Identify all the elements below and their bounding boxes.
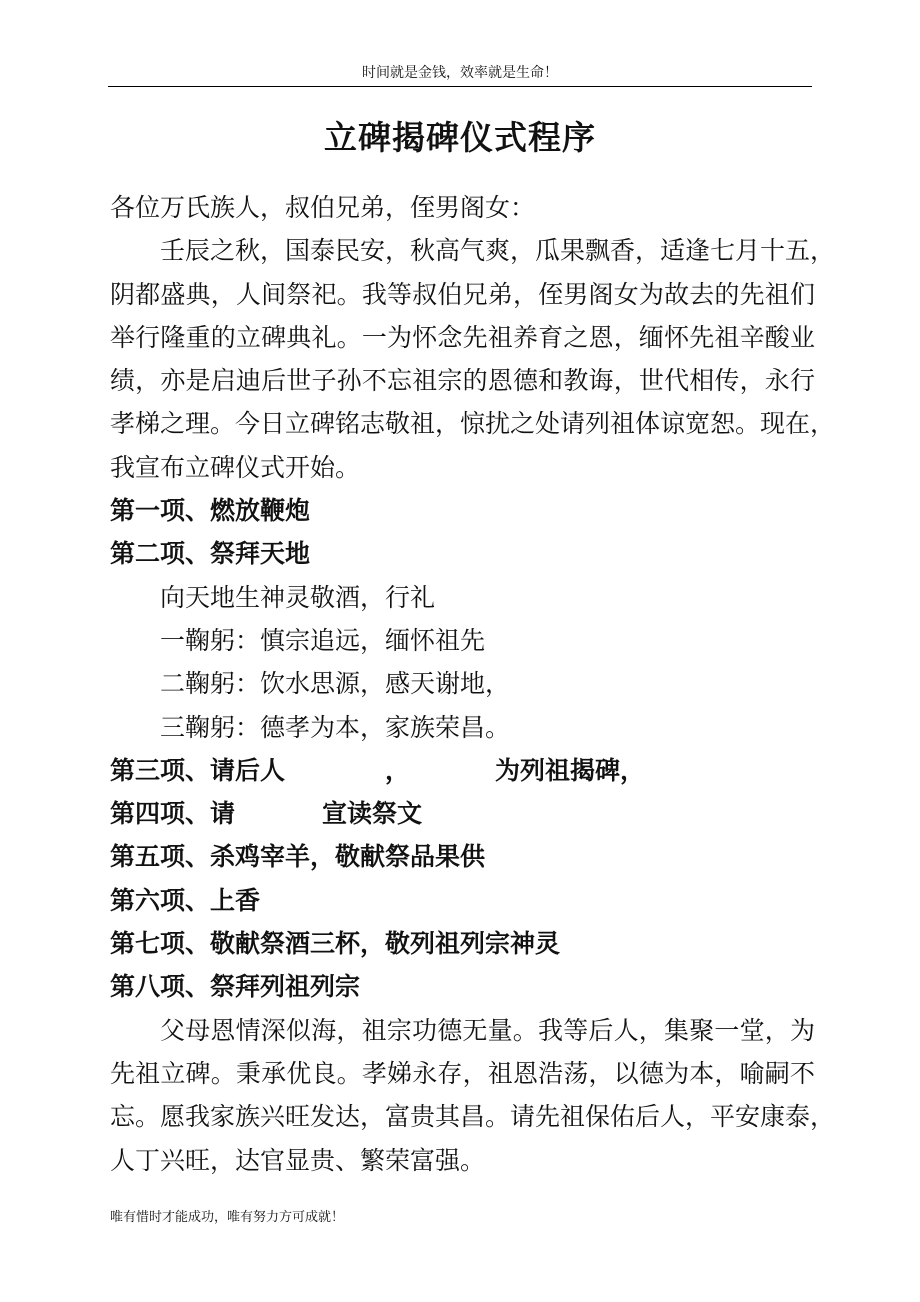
program-item-3: [110, 749, 815, 792]
document-title: 立碑揭碑仪式程序: [324, 118, 596, 157]
greeting: 各位万氏族人，叔伯兄弟，侄男阁女：: [110, 193, 536, 222]
program-item-7: 第七项、敬献祭酒三杯，敬列祖列宗神灵: [110, 929, 561, 959]
item-4-text: 第四项、请: [110, 799, 236, 829]
item-2-line: 向天地生神灵敬酒，行礼: [160, 582, 436, 612]
item-2-line: 一鞠躬：慎宗追远，缅怀祖先: [160, 625, 486, 655]
program-item-8: 第八项、祭拜列祖列宗: [110, 972, 361, 1002]
intro-line: 举行隆重的立碑典礼。一为怀念先祖养育之恩，缅怀先祖辛酸业: [110, 322, 815, 352]
program-item-5: 第五项、杀鸡宰羊，敬献祭品果供: [110, 842, 486, 872]
page-footer: 唯有惜时才能成功，唯有努力方可成就！: [110, 1210, 345, 1225]
document-body: [110, 186, 836, 1182]
program-item-1: 第一项、燃放鞭炮: [110, 496, 311, 526]
intro-line: 绩，亦是启迪后世子孙不忘祖宗的恩德和教诲，世代相传，永行: [110, 366, 815, 396]
intro-line: 孝梯之理。今日立碑铭志敬祖，惊扰之处请列祖体谅宽恕。现在，: [110, 409, 836, 439]
item-3-comma: ，: [385, 755, 411, 785]
header-divider: [108, 86, 812, 87]
program-item-2: 第二项、祭拜天地: [110, 539, 311, 569]
intro-line: 壬辰之秋，国泰民安，秋高气爽，瓜果飘香，适逢七月十五，: [160, 236, 836, 266]
closing-line: 先祖立碑。秉承优良。孝娣永存，祖恩浩荡，以德为本，喻嗣不: [110, 1058, 815, 1088]
program-item-6: 第六项、上香: [110, 885, 261, 915]
intro-line: 我宣布立碑仪式开始。: [110, 452, 361, 482]
item-3-text: 第三项、请后人: [110, 755, 286, 785]
program-item-4: [110, 792, 815, 835]
item-4-text-end: 宣读祭文: [322, 799, 423, 829]
closing-line: 人丁兴旺，达官显贵、繁荣富强。: [110, 1145, 486, 1175]
page-header: 时间就是金钱，效率就是生命！: [362, 65, 558, 81]
closing-line: 忘。愿我家族兴旺发达，富贵其昌。请先祖保佑后人，平安康泰，: [110, 1102, 836, 1132]
item-3-text-end: 为列祖揭碑，: [495, 755, 646, 785]
intro-line: 阴都盛典，人间祭祀。我等叔伯兄弟，侄男阁女为故去的先祖们: [110, 279, 815, 309]
item-2-line: 二鞠躬：饮水思源，感天谢地，: [160, 669, 511, 699]
closing-line: 父母恩情深似海，祖宗功德无量。我等后人，集聚一堂，为: [160, 1015, 815, 1045]
item-2-line: 三鞠躬：德孝为本，家族荣昌。: [160, 712, 511, 742]
